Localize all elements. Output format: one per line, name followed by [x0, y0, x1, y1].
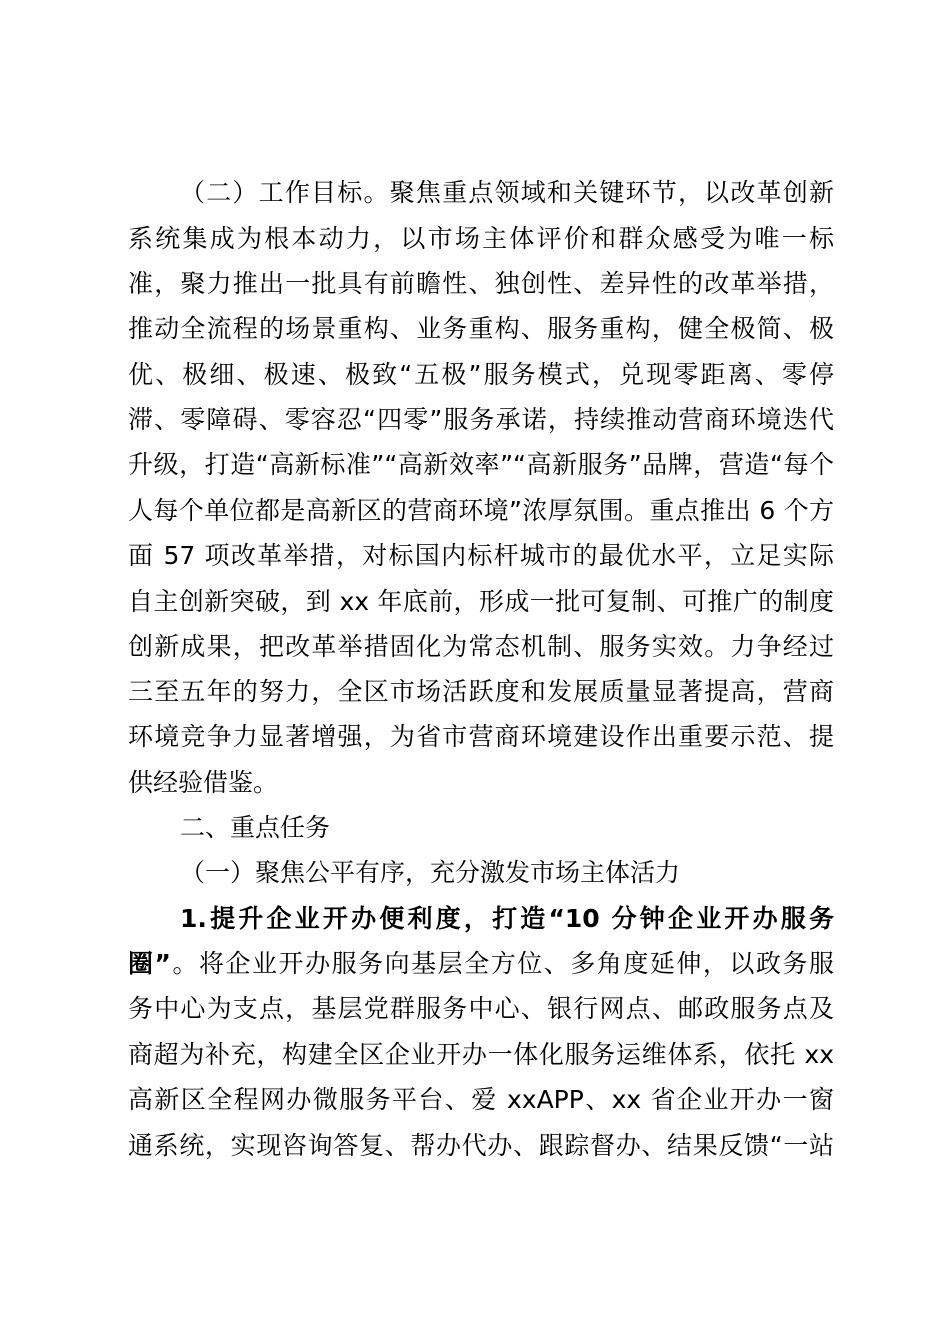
paragraph-goal-line-11: 创新成果，把改革举措固化为常态机制、服务实效。力争经过 — [128, 632, 834, 661]
paragraph-goal-line-2: 系统集成为根本动力，以市场主体评价和群众感受为唯一标 — [128, 224, 834, 253]
paragraph-goal-line-1: （二）工作目标。聚焦重点领域和关键环节，以改革创新 — [180, 178, 834, 207]
paragraph-goal-line-9: 面 57 项改革举措，对标国内标杆城市的最优水平，立足实际 — [128, 541, 834, 570]
item-1-title-end: 圈” — [128, 949, 171, 978]
paragraph-goal-line-14: 供经验借鉴。 — [128, 768, 279, 797]
paragraph-goal-line-6: 滞、零障碍、零容忍“四零”服务承诺，持续推动营商环境迭代 — [128, 405, 834, 434]
item-1-body-line-3: 商超为补充，构建全区企业开办一体化服务运维体系，依托 xx — [128, 1040, 834, 1069]
item-1-body-line-1 — [128, 949, 834, 979]
subsection-heading: （一）聚焦公平有序，充分激发市场主体活力 — [180, 858, 681, 887]
item-1-body-text-1: 。将企业开办服务向基层全方位、多角度延伸，以政务服 — [170, 949, 834, 978]
section-heading: 二、重点任务 — [180, 813, 331, 842]
item-1-body-line-4: 高新区全程网办微服务平台、爱 xxAPP、xx 省企业开办一窗 — [128, 1085, 834, 1114]
item-1-title: 1.提升企业开办便利度，打造“10 分钟企业开办服务 — [180, 904, 834, 933]
item-1-body-line-2: 务中心为支点，基层党群服务中心、银行网点、邮政服务点及 — [128, 994, 834, 1023]
paragraph-goal-line-10: 自主创新突破，到 xx 年底前，形成一批可复制、可推广的制度 — [128, 587, 834, 616]
paragraph-goal-line-12: 三至五年的努力，全区市场活跃度和发展质量显著提高，营商 — [128, 677, 834, 706]
paragraph-goal-line-13: 环境竞争力显著增强，为省市营商环境建设作出重要示范、提 — [128, 722, 834, 751]
paragraph-goal-line-7: 升级，打造“高新标准”“高新效率”“高新服务”品牌，营造“每个 — [128, 450, 834, 479]
paragraph-goal-line-8: 人每个单位都是高新区的营商环境”浓厚氛围。重点推出 6 个方 — [128, 496, 834, 525]
paragraph-goal-line-3: 准，聚力推出一批具有前瞻性、独创性、差异性的改革举措， — [128, 269, 834, 298]
paragraph-goal-line-4: 推动全流程的场景重构、业务重构、服务重构，健全极简、极 — [128, 314, 834, 343]
paragraph-goal-line-5: 优、极细、极速、极致“五极”服务模式，兑现零距离、零停 — [128, 360, 834, 389]
item-1-body-line-5: 通系统，实现咨询答复、帮办代办、跟踪督办、结果反馈“一站 — [128, 1131, 834, 1160]
